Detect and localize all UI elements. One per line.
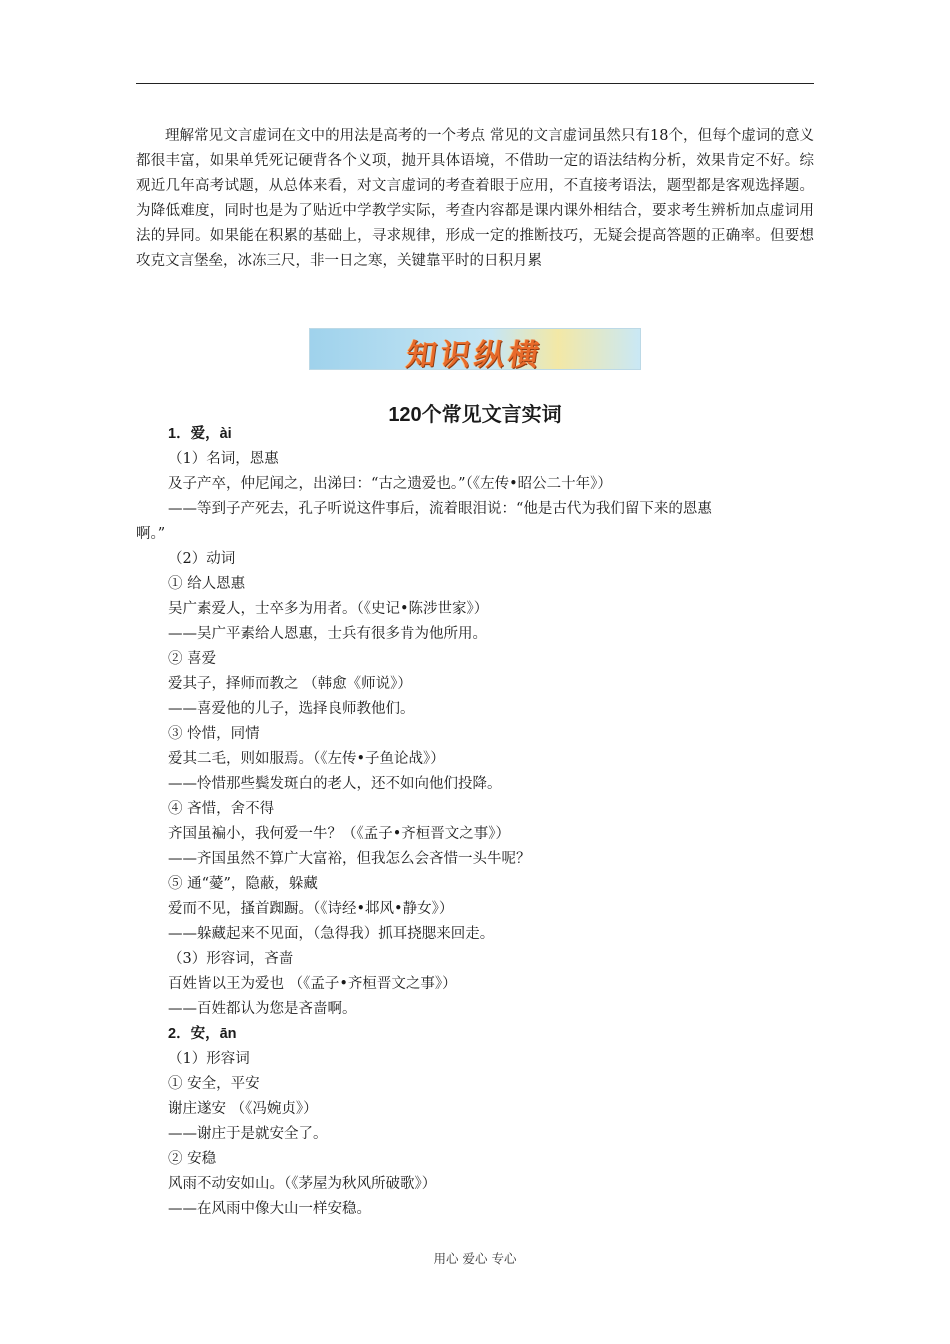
entry-translation: ——吴广平素给人恩惠，士兵有很多肯为他所用。 <box>168 626 487 642</box>
entry-translation: 啊。” <box>136 526 166 542</box>
entry-example: 及子产卒，仲尼闻之，出涕曰：“古之遗爱也。”（《左传•昭公二十年》） <box>168 476 612 492</box>
entry-subsense: ③ 怜惜，同情 <box>168 726 260 742</box>
header-rule <box>136 83 814 84</box>
intro-paragraph <box>136 124 814 274</box>
entry-example: 爱而不见，搔首踟蹰。（《诗经•邶风•静女》） <box>168 901 454 917</box>
banner-title: 知识纵横 <box>404 338 545 373</box>
entry-subsense: ② 安稳 <box>168 1151 217 1167</box>
entry-example: 爱其二毛，则如服焉。（《左传•子鱼论战》） <box>168 751 445 767</box>
entry-sense: （1）形容词 <box>168 1051 250 1067</box>
entry-translation: ——怜惜那些鬓发斑白的老人，还不如向他们投降。 <box>168 776 502 792</box>
entry-sense: （3）形容词，吝啬 <box>168 951 294 967</box>
entry-example: 爱其子，择师而教之 （韩愈《师说》） <box>168 676 412 692</box>
entry-headword: 1．爱，ài <box>168 426 232 442</box>
entry-sense: （1）名词，恩惠 <box>168 451 279 467</box>
entry-subsense: ① 安全，平安 <box>168 1076 260 1092</box>
entry-list <box>136 422 814 1222</box>
page-footer: 用心 爱心 专心 <box>433 1251 517 1266</box>
section-heading: 120个常见文言实词 <box>388 404 562 426</box>
entry-translation: ——百姓都认为您是吝啬啊。 <box>168 1001 357 1017</box>
entry-translation: ——躲藏起来不见面，（急得我）抓耳挠腮来回走。 <box>168 926 495 942</box>
entry-headword: 2．安，ān <box>168 1026 237 1042</box>
entry-translation: ——齐国虽然不算广大富裕，但我怎么会吝惜一头牛呢？ <box>168 851 531 867</box>
entry-example: 吴广素爱人，士卒多为用者。（《史记•陈涉世家》） <box>168 601 489 617</box>
entry-subsense: ⑤ 通“薆”，隐蔽，躲藏 <box>168 876 318 892</box>
entry-example: 风雨不动安如山。（《茅屋为秋风所破歌》） <box>168 1176 437 1192</box>
entry-subsense: ② 喜爱 <box>168 651 217 667</box>
entry-subsense: ④ 吝惜，舍不得 <box>168 801 275 817</box>
intro-text: 理解常见文言虚词在文中的用法是高考的一个考点 常见的文言虚词虽然只有18个，但每个虚词的意义都很丰富，如果单凭死记硬背各个义项，抛开具体语境，不借助一定的语法结构分析，效果肯定不好。综观近几年高考试题，从总体来看，对文言虚词的考查着眼于应用，不直接考语法，题型都是客观选择题。为降低难度，同时也是为了贴近中学教学实际，考查内容都是课内课外相结合，要求考生辨析加点虚词用法的异同。如果能在积累的基础上，寻求规律，形成一定的推断技巧，无疑会提高答题的正确率。但要想攻克文言堡垒，冰冻三尺，非一日之寒，关键靠平时的日积月累 <box>136 128 814 269</box>
entry-translation: ——等到子产死去，孔子听说这件事后，流着眼泪说：“他是古代为我们留下来的恩惠 <box>168 501 712 517</box>
entry-translation: ——在风雨中像大山一样安稳。 <box>168 1201 371 1217</box>
entry-example: 谢庄遂安 （《冯婉贞》） <box>168 1101 318 1117</box>
knowledge-banner <box>309 328 641 373</box>
entry-subsense: ① 给人恩惠 <box>168 576 246 592</box>
entry-sense: （2）动词 <box>168 551 236 567</box>
entry-translation: ——谢庄于是就安全了。 <box>168 1126 328 1142</box>
entry-example: 齐国虽褊小，我何爱一牛？（《孟子•齐桓晋文之事》） <box>168 826 511 842</box>
entry-translation: ——喜爱他的儿子，选择良师教他们。 <box>168 701 415 717</box>
entry-example: 百姓皆以王为爱也 （《孟子•齐桓晋文之事》） <box>168 976 457 992</box>
